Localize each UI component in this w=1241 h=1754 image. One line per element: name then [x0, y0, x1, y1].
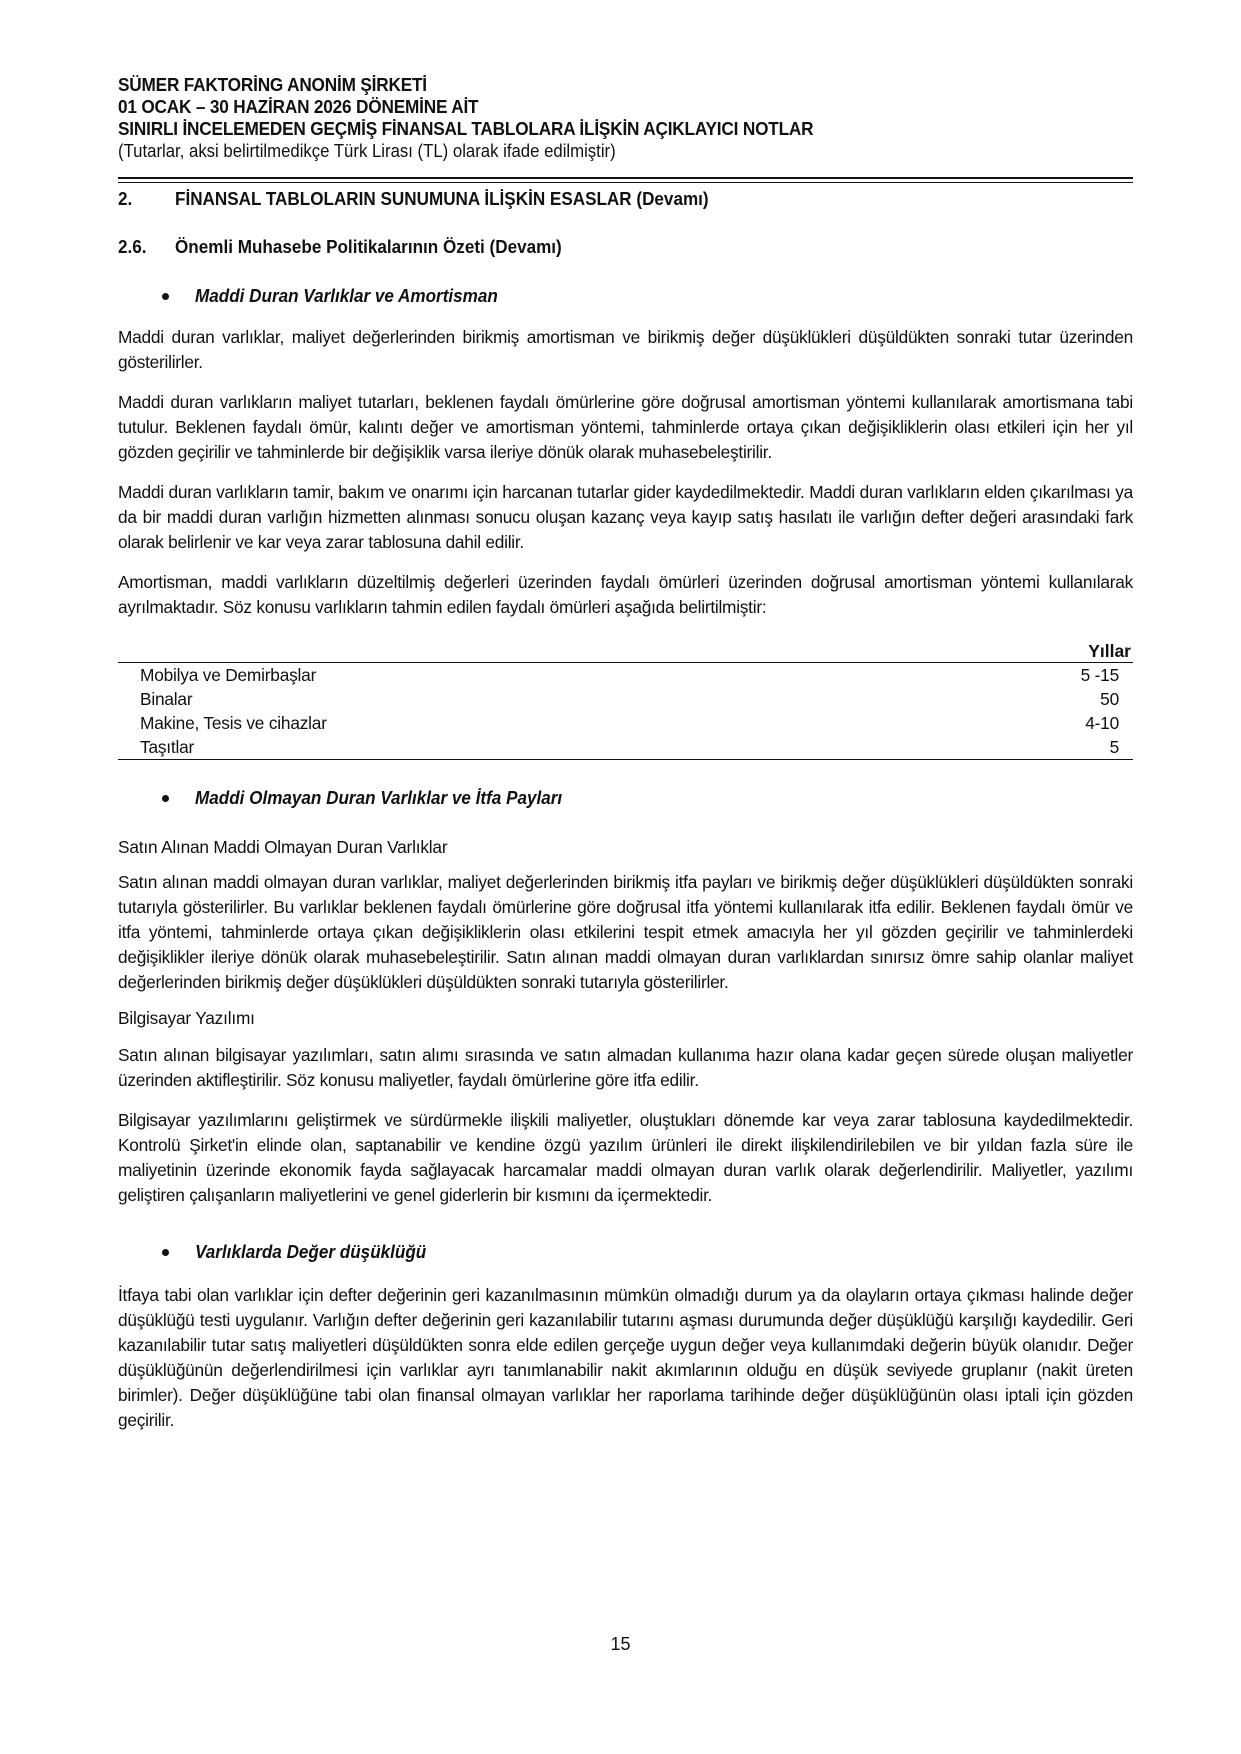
- row-value: 50: [1100, 689, 1119, 709]
- impairment-paragraph: İtfaya tabi olan varlıklar için defter değerinin geri kazanılmasının mümkün olmadığı durum ya da olayların ortaya çıkması halinde değer düşüklüğü testi uygulanır. Varlığın defter değerinin geri kazanılabilir tutarını aşması durumunda değer düşüklüğü karşılığı kaydedilir. Geri kazanılabilir tutar satış maliyetleri düşüldükten sonra elde edilen gerçeğe uygun değer veya kullanımdaki değerin büyük olanıdır. Değer düşüklüğünün değerlendirilmesi için varlıklar ayrı tanımlanabilir nakit akımlarının olduğu en düşük seviyede gruplanır (nakit üreten birimler). Değer düşüklüğüne tabi olan finansal olmayan varlıklar her raporlama tarihinde değer düşüklüğünün olası iptali için gözden geçirilir.: [118, 1285, 1133, 1430]
- subsection-heading: [118, 236, 1082, 258]
- subsection-title: Önemli Muhasebe Politikalarının Özeti (Devamı): [175, 237, 562, 257]
- tangible-paragraph-1: Maddi duran varlıklar, maliyet değerlerinden birikmiş amortisman ve birikmiş değer düşüklükleri düşüldükten sonraki tutar üzerinden gösterilirler.: [118, 327, 1133, 372]
- bullet-impairment: [162, 1241, 1133, 1263]
- software-title: Bilgisayar Yazılımı: [118, 1008, 255, 1028]
- table-row: [118, 687, 1133, 711]
- row-label: Binalar: [140, 689, 193, 709]
- tangible-paragraph-3: Maddi duran varlıkların tamir, bakım ve onarımı için harcanan tutarlar gider kaydedilmektedir. Maddi duran varlıkların elden çıkarılması ya da bir maddi duran varlığın hizmetten alınması sonucu oluşan kazanç veya kayıp satış hasılatı ile varlığın defter değeri arasındaki fark olarak belirlenir ve kar veya zarar tablosuna dahil edilir.: [118, 482, 1133, 552]
- row-value: 5 -15: [1080, 665, 1119, 685]
- purchased-intangibles-paragraph: Satın alınan maddi olmayan duran varlıklar, maliyet değerlerinden birikmiş itfa payları ve birikmiş değer düşüklükleri düşüldükten sonraki tutarıyla gösterilirler. Bu varlıklar beklenen faydalı ömürlerine göre doğrusal itfa yöntemi kullanılarak itfa edilir. Beklenen faydalı ömür ve itfa yöntemi, tahminlerde ortaya çıkan değişikliklerin olası etkilerini tespit etmek amacıyla her yıl gözden geçirilir ve tahminlerdeki değişiklikler ileriye dönük olarak muhasebeleştirilir. Satın alınan maddi olmayan duran varlıklardan sınırsız ömre sahip olanlar maliyet değerlerinden birikmiş değer düşüklükleri düşüldükten sonraki tutarıyla gösterilirler.: [118, 872, 1133, 992]
- purchased-intangibles-title: Satın Alınan Maddi Olmayan Duran Varlıklar: [118, 837, 448, 857]
- row-value: 5: [1109, 737, 1119, 757]
- table-column-header: Yıllar: [1088, 641, 1131, 661]
- company-name: SÜMER FAKTORİNG ANONİM ŞİRKETİ: [118, 74, 427, 95]
- row-value: 4-10: [1085, 713, 1119, 733]
- period-line: 01 OCAK – 30 HAZİRAN 2026 DÖNEMİNE AİT: [118, 96, 479, 117]
- bullet-tangible-assets: [162, 285, 1133, 307]
- table-row: [118, 663, 1133, 687]
- tangible-paragraph-2: Maddi duran varlıkların maliyet tutarları, beklenen faydalı ömürlerine göre doğrusal amortisman yöntemi kullanılarak amortismana tabi tutulur. Beklenen faydalı ömür, kalıntı değer ve amortisman yöntemi, tahminlerde ortaya çıkan değişikliklerin olası etkileri için her yıl gözden geçirilir ve tahminlerde bir değişiklik varsa ileriye dönük olarak muhasebeleştirilir.: [118, 392, 1133, 462]
- subsection-number: 2.6.: [118, 237, 147, 257]
- bullet-icon: [162, 795, 169, 802]
- document-header: [118, 74, 1133, 162]
- row-label: Mobilya ve Demirbaşlar: [140, 665, 317, 685]
- software-paragraph-1: Satın alınan bilgisayar yazılımları, satın alımı sırasında ve satın almadan kullanıma hazır olana kadar geçen sürede oluşan maliyetler üzerinden aktifleştirilir. Söz konusu maliyetler, faydalı ömürlerine göre itfa edilir.: [118, 1045, 1133, 1090]
- header-rule-thick: [118, 177, 1133, 179]
- table-row: [118, 735, 1133, 759]
- row-label: Makine, Tesis ve cihazlar: [140, 713, 327, 733]
- page-number: 15: [610, 1634, 631, 1654]
- report-title: SINIRLI İNCELEMEDEN GEÇMİŞ FİNANSAL TABLOLARA İLİŞKİN AÇIKLAYICI NOTLAR: [118, 118, 814, 139]
- currency-note: (Tutarlar, aksi belirtilmedikçe Türk Lirası (TL) olarak ifade edilmiştir): [118, 141, 616, 161]
- tangible-heading: Maddi Duran Varlıklar ve Amortisman: [195, 286, 498, 306]
- bullet-intangible-assets: [162, 787, 1133, 809]
- section-number: 2.: [118, 189, 133, 209]
- row-label: Taşıtlar: [140, 737, 195, 757]
- impairment-heading: Varlıklarda Değer düşüklüğü: [195, 1242, 427, 1262]
- useful-life-table: [118, 640, 1133, 760]
- section-title: FİNANSAL TABLOLARIN SUNUMUNA İLİŞKİN ESASLAR (Devamı): [175, 189, 709, 209]
- bullet-icon: [162, 1249, 169, 1256]
- software-paragraph-2: Bilgisayar yazılımlarını geliştirmek ve sürdürmekle ilişkili maliyetler, oluştukları dönemde kar veya zarar tablosuna kaydedilmektedir. Kontrolü Şirket'in elinde olan, saptanabilir ve kendine özgü yazılım ürünleri ile direkt ilişkilendirilebilen ve bir yıldan fazla süre ile maliyetinin üzerinde ekonomik fayda sağlayacak harcamalar maddi olmayan duran varlık olarak değerlendirilir. Maliyetler, yazılımı geliştiren çalışanların maliyetlerini ve genel giderlerin bir kısmını da içermektedir.: [118, 1110, 1133, 1205]
- main-content: [118, 188, 1133, 1433]
- bullet-icon: [162, 293, 169, 300]
- tangible-paragraph-4: Amortisman, maddi varlıkların düzeltilmiş değerleri üzerinden faydalı ömürleri üzerinden doğrusal amortisman yöntemi kullanılarak ayrılmaktadır. Söz konusu varlıkların tahmin edilen faydalı ömürleri aşağıda belirtilmiştir:: [118, 572, 1133, 617]
- table-row: [118, 711, 1133, 735]
- header-rule-thin: [118, 182, 1133, 183]
- section-heading: [118, 188, 1082, 210]
- table-bottom-rule: [118, 759, 1133, 760]
- intangible-heading: Maddi Olmayan Duran Varlıklar ve İtfa Payları: [195, 788, 563, 808]
